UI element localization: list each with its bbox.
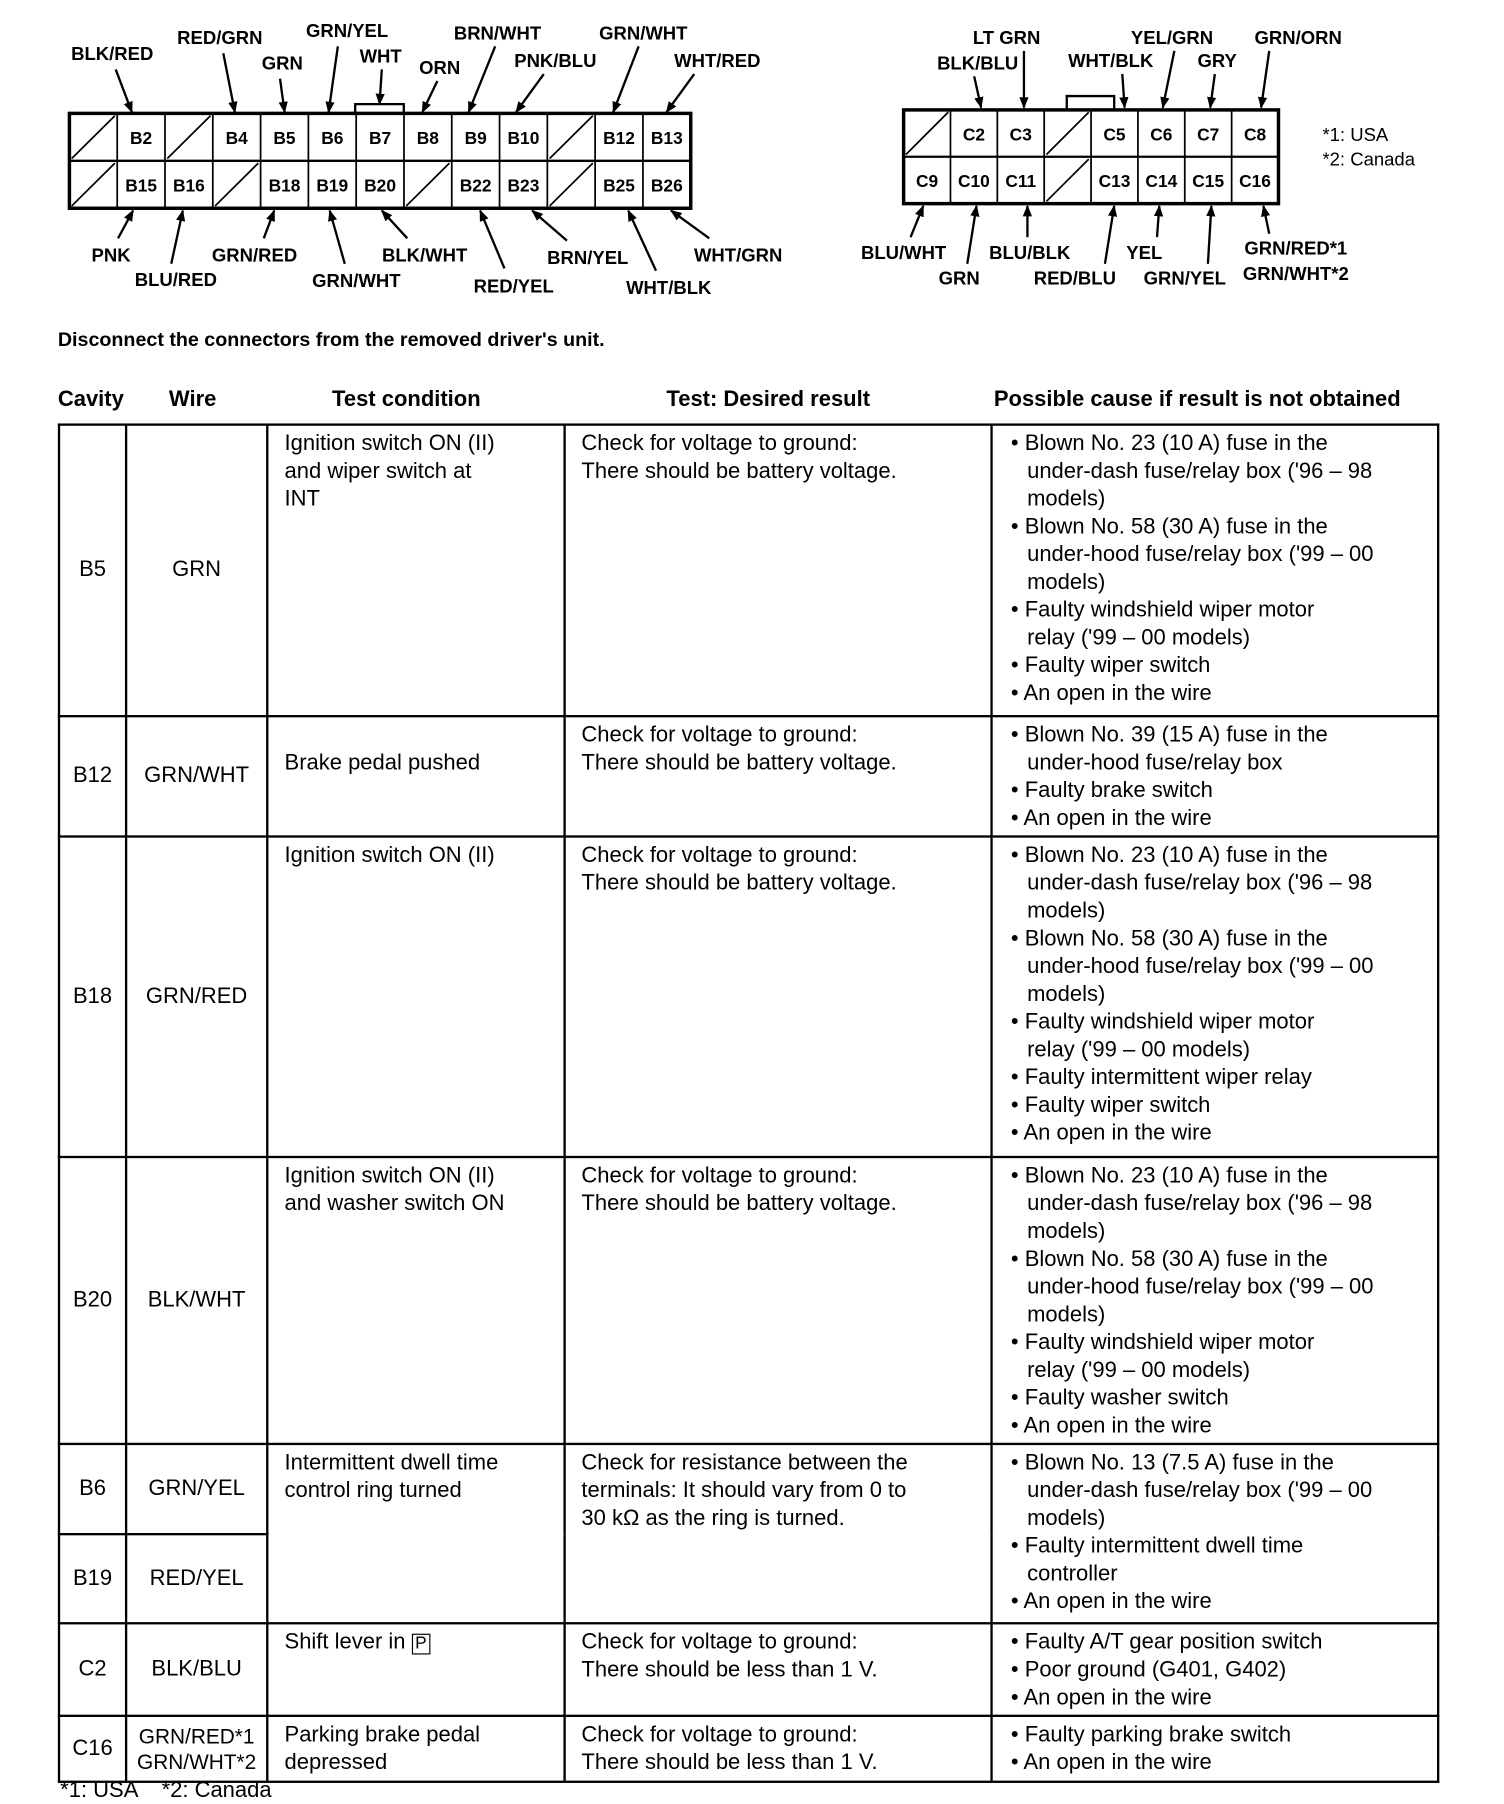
unused-terminal-slash bbox=[72, 116, 115, 159]
arrow-icon bbox=[480, 211, 504, 269]
arrow-icon bbox=[330, 211, 345, 264]
table-row bbox=[59, 716, 1438, 836]
header-desired-result: Test: Desired result bbox=[666, 387, 871, 412]
unused-terminal-slash bbox=[1047, 112, 1089, 154]
table-row bbox=[59, 1716, 1438, 1782]
test-condition-cell bbox=[267, 837, 564, 1157]
arrow-icon bbox=[911, 206, 924, 237]
unused-terminal-slash bbox=[550, 163, 593, 206]
wire-color-label: YEL bbox=[1126, 242, 1163, 264]
terminal-b22: B22 bbox=[459, 175, 492, 196]
terminal-c8: C8 bbox=[1243, 124, 1267, 145]
wire-color-label: BLK/WHT bbox=[381, 244, 468, 266]
arrow-icon bbox=[118, 211, 133, 239]
connector-lock-tab bbox=[1067, 96, 1114, 110]
header-wire: Wire bbox=[168, 387, 217, 412]
terminal-b2: B2 bbox=[130, 128, 153, 149]
arrow-icon bbox=[1261, 51, 1269, 108]
terminal-c14: C14 bbox=[1145, 171, 1178, 192]
wire-cell: GRN/YEL bbox=[126, 1444, 267, 1534]
test-condition-text: Ignition switch ON (II) and washer switch ON bbox=[284, 1163, 505, 1217]
possible-cause-cell bbox=[991, 1157, 1438, 1444]
cavity-cell: B19 bbox=[59, 1534, 126, 1623]
arrow-icon bbox=[379, 69, 381, 104]
cause-item: • Faulty windshield wiper motor relay ('99 – 00 models) bbox=[1009, 1009, 1424, 1065]
wire-color-label: GRN/WHT bbox=[312, 269, 401, 291]
arrow-icon bbox=[116, 69, 132, 112]
table-row bbox=[59, 1444, 1438, 1534]
wire-color-label: PNK bbox=[91, 244, 131, 266]
footnote: *1: USA *2: Canada bbox=[60, 1778, 272, 1803]
terminal-b15: B15 bbox=[125, 175, 158, 196]
terminal-c9: C9 bbox=[915, 171, 939, 192]
terminal-c3: C3 bbox=[1009, 124, 1032, 145]
cause-item: • An open in the wire bbox=[1009, 1749, 1424, 1777]
cavity-cell: C16 bbox=[59, 1716, 126, 1782]
wire-cell: GRN/WHT bbox=[126, 716, 267, 836]
unused-terminal-slash bbox=[550, 116, 593, 159]
arrow-icon bbox=[974, 76, 981, 107]
cause-item: • An open in the wire bbox=[1009, 1685, 1424, 1713]
terminal-b13: B13 bbox=[650, 128, 683, 149]
desired-result-cell: Check for voltage to ground: There should be battery voltage. bbox=[564, 1157, 991, 1444]
test-condition-text: Intermittent dwell time control ring turned bbox=[284, 1450, 499, 1503]
cause-item: • Blown No. 23 (10 A) fuse in the under-dash fuse/relay box ('96 – 98 models) bbox=[1009, 430, 1424, 513]
test-condition-cell bbox=[267, 1623, 564, 1716]
connector-note: *2: Canada bbox=[1322, 148, 1416, 170]
wire-color-label: GRN/WHT bbox=[599, 22, 688, 44]
wire-color-label: WHT/GRN bbox=[693, 244, 783, 266]
possible-cause-cell bbox=[991, 1444, 1438, 1623]
cause-item: • Faulty brake switch bbox=[1009, 778, 1424, 806]
arrow-icon bbox=[382, 211, 407, 239]
test-condition-text: Brake pedal pushed bbox=[284, 750, 481, 776]
wire-color-label: BLU/WHT bbox=[860, 242, 947, 264]
terminal-b12: B12 bbox=[603, 128, 635, 149]
desired-result-cell: Check for voltage to ground: There should be less than 1 V. bbox=[564, 1623, 991, 1716]
arrow-icon bbox=[171, 211, 183, 264]
arrow-icon bbox=[1210, 74, 1215, 108]
wire-color-label: PNK/BLU bbox=[514, 50, 597, 72]
test-condition-cell bbox=[267, 1716, 564, 1782]
arrow-icon bbox=[1122, 74, 1124, 108]
wire-color-label: YEL/GRN bbox=[1130, 26, 1214, 48]
cause-list bbox=[1009, 430, 1424, 708]
desired-result-cell: Check for voltage to ground: There should be battery voltage. bbox=[564, 716, 991, 836]
cause-item: • Blown No. 13 (7.5 A) fuse in the under-dash fuse/relay box ('99 – 00 models) bbox=[1009, 1450, 1424, 1533]
cause-item: • Faulty A/T gear position switch bbox=[1009, 1629, 1424, 1657]
wire-color-label: GRN/YEL bbox=[1143, 267, 1226, 289]
terminal-c5: C5 bbox=[1103, 124, 1126, 145]
wire-cell: GRN bbox=[126, 425, 267, 717]
test-condition-text: Ignition switch ON (II) and wiper switch at INT bbox=[284, 431, 495, 512]
arrow-icon bbox=[671, 211, 709, 239]
possible-cause-cell bbox=[991, 425, 1438, 717]
wire-color-label: BLU/RED bbox=[134, 268, 217, 290]
terminal-b23: B23 bbox=[507, 175, 540, 196]
wire-color-label: WHT bbox=[359, 45, 402, 67]
cavity-cell: C2 bbox=[59, 1623, 126, 1716]
terminal-b7: B7 bbox=[368, 128, 392, 149]
cause-item: • Faulty parking brake switch bbox=[1009, 1722, 1424, 1750]
cause-item: • Blown No. 23 (10 A) fuse in the under-dash fuse/relay box ('96 – 98 models) bbox=[1009, 1163, 1424, 1246]
wire-color-label: GRN/RED*1 bbox=[1244, 237, 1348, 259]
cavity-cell: B18 bbox=[59, 837, 126, 1157]
arrow-icon bbox=[967, 206, 976, 264]
cause-item: • Faulty intermittent wiper relay bbox=[1009, 1064, 1424, 1092]
table-row bbox=[59, 1157, 1438, 1444]
terminal-c16: C16 bbox=[1239, 171, 1271, 192]
cause-item: • An open in the wire bbox=[1009, 805, 1424, 833]
desired-result-cell: Check for resistance between the terminals: It should vary from 0 to 30 kΩ as the ring is turned. bbox=[564, 1444, 991, 1623]
test-condition-cell bbox=[267, 425, 564, 717]
test-table bbox=[58, 423, 1439, 1782]
wire-color-label: BRN/WHT bbox=[453, 22, 542, 44]
wire-color-label: ORN bbox=[419, 57, 461, 79]
cavity-cell: B20 bbox=[59, 1157, 126, 1444]
cause-item: • An open in the wire bbox=[1009, 1120, 1424, 1148]
arrow-icon bbox=[532, 211, 567, 241]
terminal-b5: B5 bbox=[273, 128, 296, 149]
cause-item: • An open in the wire bbox=[1009, 1413, 1424, 1441]
cause-item: • Blown No. 58 (30 A) fuse in the under-hood fuse/relay box ('99 – 00 models) bbox=[1009, 1246, 1424, 1329]
connector-diagrams bbox=[0, 0, 1504, 312]
cause-item: • Blown No. 58 (30 A) fuse in the under-hood fuse/relay box ('99 – 00 models) bbox=[1009, 514, 1424, 597]
wire-color-label: GRN bbox=[938, 267, 980, 289]
cause-item: • Blown No. 58 (30 A) fuse in the under-hood fuse/relay box ('99 – 00 models) bbox=[1009, 926, 1424, 1009]
arrow-icon bbox=[469, 46, 496, 112]
arrow-icon bbox=[666, 74, 694, 112]
unused-terminal-slash bbox=[406, 163, 449, 206]
terminal-c2: C2 bbox=[962, 124, 985, 145]
cause-item: • Faulty windshield wiper motor relay ('99 – 00 models) bbox=[1009, 1329, 1424, 1385]
cause-list bbox=[1009, 1722, 1424, 1778]
unused-terminal-slash bbox=[72, 163, 115, 206]
terminal-b10: B10 bbox=[507, 128, 540, 149]
test-condition-text: Ignition switch ON (II) bbox=[284, 843, 495, 868]
wire-color-label: GRY bbox=[1197, 50, 1237, 72]
cause-item: • Poor ground (G401, G402) bbox=[1009, 1657, 1424, 1685]
wire-color-label: RED/YEL bbox=[473, 275, 554, 297]
unused-terminal-slash bbox=[906, 112, 948, 154]
terminal-c13: C13 bbox=[1098, 171, 1131, 192]
possible-cause-cell bbox=[991, 837, 1438, 1157]
wire-cell: BLK/WHT bbox=[126, 1157, 267, 1444]
cause-item: • Faulty wiper switch bbox=[1009, 1092, 1424, 1120]
arrow-icon bbox=[613, 46, 638, 112]
terminal-b25: B25 bbox=[603, 175, 635, 196]
terminal-b18: B18 bbox=[268, 175, 301, 196]
wire-color-label: LT GRN bbox=[972, 26, 1041, 48]
cause-item: • Blown No. 39 (15 A) fuse in the under-hood fuse/relay box bbox=[1009, 722, 1424, 778]
arrow-icon bbox=[628, 211, 656, 271]
arrow-icon bbox=[516, 74, 544, 112]
cause-item: • An open in the wire bbox=[1009, 1589, 1424, 1617]
wire-color-label: BLK/BLU bbox=[937, 52, 1019, 74]
arrow-icon bbox=[280, 79, 285, 113]
cause-item: • Faulty intermittent dwell time controller bbox=[1009, 1533, 1424, 1589]
wire-cell: BLK/BLU bbox=[126, 1623, 267, 1716]
wire-cell: RED/YEL bbox=[126, 1534, 267, 1623]
wire-color-label: WHT/RED bbox=[674, 50, 761, 72]
terminal-b4: B4 bbox=[225, 128, 248, 149]
header-test-condition: Test condition bbox=[332, 387, 481, 412]
possible-cause-cell bbox=[991, 1716, 1438, 1782]
instruction-text: Disconnect the connectors from the removed driver's unit. bbox=[57, 328, 605, 351]
terminal-b9: B9 bbox=[464, 128, 487, 149]
connector-b bbox=[69, 20, 782, 298]
desired-result-cell: Check for voltage to ground: There should be battery voltage. bbox=[564, 425, 991, 717]
wire-color-label: GRN/RED bbox=[211, 244, 298, 266]
arrow-icon bbox=[223, 53, 235, 112]
terminal-c6: C6 bbox=[1150, 124, 1173, 145]
cause-list bbox=[1009, 1163, 1424, 1441]
cause-list bbox=[1009, 1450, 1424, 1617]
cavity-cell: B6 bbox=[59, 1444, 126, 1534]
wire-color-label: GRN/YEL bbox=[305, 20, 389, 42]
test-condition-cell bbox=[267, 1157, 564, 1444]
wire-color-label: BLU/BLK bbox=[989, 242, 1071, 264]
terminal-b8: B8 bbox=[416, 128, 439, 149]
terminal-c15: C15 bbox=[1192, 171, 1225, 192]
test-condition-text: Parking brake pedal depressed bbox=[284, 1722, 481, 1775]
arrow-icon bbox=[1157, 206, 1159, 237]
cause-item: • Faulty wiper switch bbox=[1009, 653, 1424, 681]
cause-item: • Faulty windshield wiper motor relay ('99 – 00 models) bbox=[1009, 597, 1424, 653]
test-condition-cell bbox=[267, 1444, 564, 1623]
wire-cell: GRN/RED*1 GRN/WHT*2 bbox=[126, 1716, 267, 1782]
arrow-icon bbox=[264, 211, 274, 239]
wire-cell: GRN/RED bbox=[126, 837, 267, 1157]
wire-color-label: GRN bbox=[261, 52, 303, 74]
terminal-c11: C11 bbox=[1005, 171, 1037, 192]
connector-note: *1: USA bbox=[1322, 124, 1389, 146]
wire-color-label: GRN/ORN bbox=[1254, 26, 1342, 48]
terminal-c10: C10 bbox=[957, 171, 990, 192]
park-position-box: P bbox=[412, 1634, 431, 1655]
desired-result-cell: Check for voltage to ground: There should be less than 1 V. bbox=[564, 1716, 991, 1782]
arrow-icon bbox=[1105, 206, 1114, 264]
terminal-b6: B6 bbox=[321, 128, 344, 149]
wire-color-label: GRN/WHT*2 bbox=[1242, 262, 1349, 284]
wire-color-label: BLK/RED bbox=[71, 43, 154, 65]
cause-item: • An open in the wire bbox=[1009, 680, 1424, 708]
wire-color-label: WHT/BLK bbox=[626, 276, 712, 298]
unused-terminal-slash bbox=[167, 116, 210, 159]
cause-list bbox=[1009, 722, 1424, 833]
wire-color-label: RED/BLU bbox=[1033, 267, 1116, 289]
header-possible-cause: Possible cause if result is not obtained bbox=[993, 387, 1401, 412]
arrow-icon bbox=[1263, 206, 1269, 234]
terminal-c7: C7 bbox=[1197, 124, 1220, 145]
cause-item: • Faulty washer switch bbox=[1009, 1385, 1424, 1413]
unused-terminal-slash bbox=[1047, 159, 1089, 201]
table-row bbox=[59, 1623, 1438, 1716]
wire-color-label: WHT/BLK bbox=[1068, 50, 1154, 72]
cavity-cell: B12 bbox=[59, 716, 126, 836]
possible-cause-cell bbox=[991, 716, 1438, 836]
cause-list bbox=[1009, 1629, 1424, 1712]
cause-item: • Blown No. 23 (10 A) fuse in the under-dash fuse/relay box ('96 – 98 models) bbox=[1009, 842, 1424, 925]
table-row bbox=[59, 837, 1438, 1157]
terminal-b20: B20 bbox=[364, 175, 396, 196]
unused-terminal-slash bbox=[215, 163, 258, 206]
terminal-b26: B26 bbox=[650, 175, 683, 196]
arrow-icon bbox=[329, 46, 338, 112]
connector-c bbox=[861, 27, 1416, 289]
possible-cause-cell bbox=[991, 1623, 1438, 1716]
arrow-icon bbox=[1163, 51, 1175, 108]
test-condition-cell bbox=[267, 716, 564, 836]
terminal-b16: B16 bbox=[172, 175, 205, 196]
terminal-b19: B19 bbox=[316, 175, 349, 196]
cause-list bbox=[1009, 842, 1424, 1147]
wire-color-label: BRN/YEL bbox=[547, 246, 629, 268]
arrow-icon bbox=[422, 81, 437, 112]
wire-color-label: RED/GRN bbox=[177, 26, 263, 48]
table-row bbox=[59, 425, 1438, 717]
arrow-icon bbox=[1208, 206, 1211, 264]
cavity-cell: B5 bbox=[59, 425, 126, 717]
test-condition-text: Shift lever in bbox=[284, 1630, 406, 1655]
header-cavity: Cavity bbox=[57, 387, 124, 412]
desired-result-cell: Check for voltage to ground: There should be battery voltage. bbox=[564, 837, 991, 1157]
